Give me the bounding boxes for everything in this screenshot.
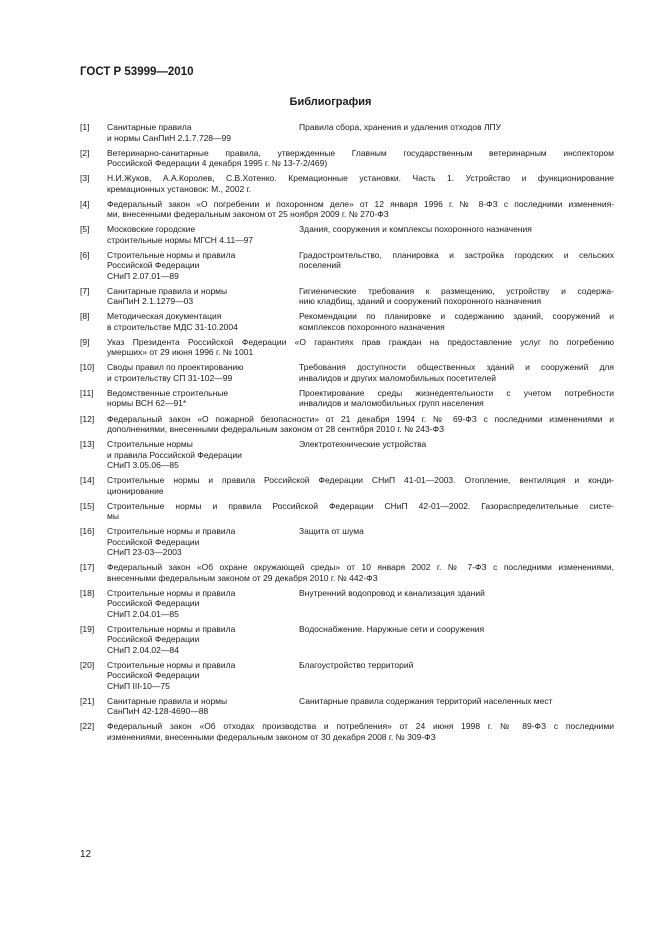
entry-text-line: Рекомендации по планировке и содержанию зданий, сооружений и (299, 311, 614, 322)
entry-number: [4] (80, 198, 90, 209)
entry-text-line: строительные нормы МГСН 4.11—97 (107, 234, 254, 245)
entry-text-line: Ветеринарно-санитарные правила, утвержденные Главным государственным ветеринарным инспектором (107, 147, 614, 158)
entry-text-line: и нормы СанПиН 2.1.7.728—99 (107, 132, 231, 143)
entry-description (107, 173, 614, 194)
entry-number: [9] (80, 336, 90, 347)
bibliography-entry (80, 337, 614, 358)
entry-number: [2] (80, 147, 90, 158)
entry-number: [19] (80, 623, 95, 634)
entry-text-line: СНиП 3.05.06—85 (107, 460, 179, 471)
entry-text-line: Н.И.Жуков, А.А.Королев, С.В.Хотенко. Кремационные установки. Часть 1. Устройство и функционирование (107, 173, 614, 184)
entry-subject (299, 388, 614, 409)
entry-description (107, 562, 614, 583)
entry-text-line: Московские городские (107, 224, 196, 235)
entry-subject (299, 439, 614, 471)
entry-text-line: умерших» от 29 июня 1996 г. № 1001 (107, 347, 254, 358)
bibliography-entry (80, 388, 614, 409)
entry-number: [16] (80, 526, 95, 537)
entry-text-line: Российской Федерации 4 декабря 1995 г. № 13-7-2/469) (107, 158, 328, 169)
entry-text-line: Федеральный закон «Об охране окружающей среды» от 10 января 2002 г. № 7-ФЗ с последними изменениями, (107, 562, 614, 573)
entry-text-line: Строительные нормы и правила (107, 526, 236, 537)
bibliography-entry (80, 475, 614, 496)
entry-number: [20] (80, 659, 95, 670)
entry-text-line: поселений (299, 260, 341, 271)
entry-subject (299, 250, 614, 282)
entry-text-line: ми, внесенными федеральным законом от 25 ноября 2009 г. № 270-ФЗ (107, 209, 389, 220)
entry-text-line: Российской Федерации (107, 536, 200, 547)
entry-number: [5] (80, 224, 90, 235)
entry-text-line: Российской Федерации (107, 260, 200, 271)
entry-description (107, 475, 614, 496)
entry-number: [6] (80, 249, 90, 260)
entry-text-line: Внутренний водопровод и канализация зданий (299, 587, 485, 598)
entry-text-line: Гигиенические требования к размещению, устройству и содержа- (299, 285, 614, 296)
entry-text-line: Федеральный закон «Об отходах производства и потребления» от 24 июня 1998 г. № 89-ФЗ с последними (107, 721, 614, 732)
bibliography-entry (80, 439, 614, 471)
entry-description (107, 721, 614, 742)
entry-text-line: в строительстве МДС 31-10.2004 (107, 321, 238, 332)
entry-number: [22] (80, 721, 95, 732)
entry-source (107, 439, 299, 471)
entry-subject (299, 588, 614, 620)
entry-text-line: Водоснабжение. Наружные сети и сооружения (299, 623, 485, 634)
entry-text-line: СНиП 23-03—2003 (107, 547, 182, 558)
bibliography-list (80, 122, 614, 747)
entry-description (107, 148, 614, 169)
entry-text-line: и строительству СП 31-102—99 (107, 372, 233, 383)
entry-text-line: Благоустройство территорий (299, 659, 414, 670)
bibliography-entry (80, 660, 614, 692)
entry-text-line: Федеральный закон «О пожарной безопасности» от 21 декабря 1994 г. № 69-ФЗ с последними изменениями и (107, 413, 614, 424)
entry-text-line: Требования доступности общественных зданий и сооружений для (299, 362, 614, 373)
bibliography-entry (80, 526, 614, 558)
entry-text-line: Строительные нормы (107, 439, 193, 450)
bibliography-entry (80, 624, 614, 656)
entry-subject (299, 696, 614, 717)
bibliography-entry (80, 173, 614, 194)
bibliography-entry (80, 224, 614, 245)
entry-text-line: СНиП 2.07.01—89 (107, 270, 179, 281)
entry-subject (299, 122, 614, 143)
entry-text-line: Строительные нормы и правила Российской Федерации СНиП 42-01—2002. Газораспределительные систе- (107, 500, 614, 511)
bibliography-entry (80, 122, 614, 143)
bibliography-entry (80, 250, 614, 282)
section-title: Библиография (289, 96, 372, 108)
entry-description (107, 501, 614, 522)
entry-text-line: Методическая документация (107, 311, 222, 322)
bibliography-entry (80, 199, 614, 220)
entry-text-line: Правила сбора, хранения и удаления отходов ЛПУ (299, 122, 502, 132)
entry-number: [13] (80, 439, 95, 450)
entry-text-line: СНиП III-10—75 (107, 680, 170, 691)
document-header: ГОСТ Р 53999—2010 (80, 66, 194, 78)
entry-text-line: Ведомственные строительные (107, 387, 229, 398)
bibliography-entry (80, 311, 614, 332)
bibliography-entry (80, 501, 614, 522)
entry-subject (299, 286, 614, 307)
entry-number: [12] (80, 413, 95, 424)
entry-text-line: нию кладбищ, зданий и сооружений похоронного назначения (299, 296, 542, 307)
entry-number: [21] (80, 695, 95, 706)
entry-text-line: Строительные нормы и правила (107, 623, 236, 634)
entry-source (107, 696, 299, 717)
bibliography-entry (80, 148, 614, 169)
entry-text-line: ционирование (107, 485, 164, 496)
entry-number: [7] (80, 285, 90, 296)
entry-text-line: кремационных установок: М., 2002 г. (107, 183, 251, 194)
entry-source (107, 224, 299, 245)
entry-source (107, 660, 299, 692)
entry-source (107, 286, 299, 307)
entry-source (107, 122, 299, 143)
bibliography-entry (80, 362, 614, 383)
entry-number: [3] (80, 173, 90, 184)
entry-text-line: Проектирование среды жизнедеятельности с учетом потребности (299, 387, 614, 398)
entry-text-line: Строительные нормы и правила Российской Федерации СНиП 41-01—2003. Отопление, вентиляция и конди- (107, 475, 614, 486)
entry-text-line: внесенными федеральным законом от 29 декабря 2010 г. № 442-ФЗ (107, 572, 378, 583)
entry-description (107, 414, 614, 435)
entry-text-line: Защита от шума (299, 526, 364, 537)
entry-subject (299, 660, 614, 692)
entry-text-line: Санитарные правила (107, 122, 192, 132)
entry-text-line: Своды правил по проектированию (107, 362, 244, 373)
entry-text-line: СНиП 2.04.02—84 (107, 644, 179, 655)
entry-source (107, 588, 299, 620)
entry-text-line: Здания, сооружения и комплексы похоронного назначения (299, 224, 532, 235)
bibliography-entry (80, 721, 614, 742)
entry-text-line: Российской Федерации (107, 598, 200, 609)
entry-source (107, 311, 299, 332)
entry-source (107, 250, 299, 282)
entry-text-line: Строительные нормы и правила (107, 659, 236, 670)
bibliography-entry (80, 414, 614, 435)
entry-subject (299, 362, 614, 383)
bibliography-entry (80, 286, 614, 307)
entry-subject (299, 311, 614, 332)
entry-text-line: нормы ВСН 62—91* (107, 398, 187, 409)
entry-text-line: Санитарные правила и нормы (107, 695, 228, 706)
entry-text-line: Строительные нормы и правила (107, 249, 236, 260)
entry-subject (299, 526, 614, 558)
page-number: 12 (80, 849, 92, 860)
entry-number: [8] (80, 311, 90, 322)
entry-text-line: Санитарные правила содержания территорий населенных мест (299, 695, 553, 706)
bibliography-entry (80, 562, 614, 583)
entry-text-line: инвалидов и маломобильных групп населения (299, 398, 484, 409)
entry-text-line: Российской Федерации (107, 634, 200, 645)
entry-text-line: СанПиН 2.1.1279—03 (107, 296, 194, 307)
entry-subject (299, 224, 614, 245)
entry-number: [11] (80, 387, 94, 398)
entry-text-line: и правила Российской Федерации (107, 449, 242, 460)
entry-source (107, 624, 299, 656)
entry-text-line: Градостроительство, планировка и застройка городских и сельских (299, 249, 614, 260)
entry-number: [14] (80, 475, 95, 486)
entry-text-line: СНиП 2.04.01—85 (107, 608, 179, 619)
entry-description (107, 337, 614, 358)
entry-text-line: СанПиН 42-128-4690—88 (107, 706, 209, 717)
entry-number: [15] (80, 500, 95, 511)
bibliography-entry (80, 588, 614, 620)
entry-text-line: Федеральный закон «О погребении и похоронном деле» от 12 января 1996 г. № 8-ФЗ с последними изменения- (107, 198, 614, 209)
entry-text-line: изменениями, внесенными федеральным законом от 30 декабря 2008 г. № 309-ФЗ (107, 731, 436, 742)
entry-text-line: Строительные нормы и правила (107, 587, 236, 598)
entry-source (107, 388, 299, 409)
entry-text-line: Указ Президента Российской Федерации «О гарантиях прав граждан на предоставление услуг по погребению (107, 336, 614, 347)
bibliography-entry (80, 696, 614, 717)
entry-source (107, 362, 299, 383)
entry-text-line: Электротехнические устройства (299, 439, 427, 450)
entry-source (107, 526, 299, 558)
entry-text-line: комплексов похоронного назначения (299, 321, 445, 332)
entry-text-line: мы (107, 511, 119, 522)
entry-subject (299, 624, 614, 656)
entry-text-line: Санитарные правила и нормы (107, 285, 228, 296)
entry-number: [18] (80, 587, 95, 598)
entry-text-line: Российской Федерации (107, 670, 200, 681)
entry-text-line: инвалидов и других маломобильных посетителей (299, 372, 496, 383)
entry-number: [17] (80, 562, 95, 573)
entry-number: [1] (80, 122, 90, 132)
entry-number: [10] (80, 362, 95, 373)
entry-description (107, 199, 614, 220)
entry-text-line: дополнениями, внесенными федеральным законом от 28 сентября 2010 г. № 243-ФЗ (107, 424, 445, 435)
